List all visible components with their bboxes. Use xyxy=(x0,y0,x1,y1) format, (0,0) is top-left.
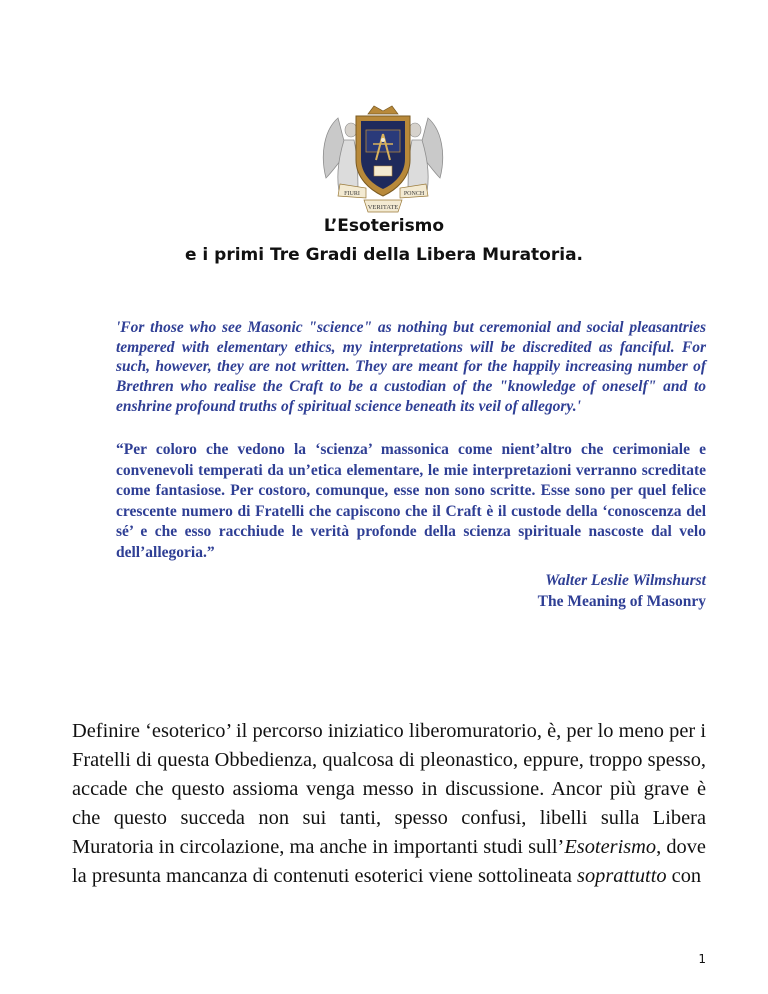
body-text-part-1: Definire ‘esoterico’ il percorso iniziatico liberomuratorio, è, per lo meno per i Fratelli di questa Obbedienza, qualcosa di pleonastico, eppure, troppo spesso, accade che questo assioma venga messo in discussione. Ancor più grave è che questo succeda non sui tanti, spesso confusi, libelli sulla Libera Muratoria in circolazione, ma anche in importanti studi sull’ xyxy=(72,720,706,858)
body-text-part-2: , dove la presunta mancanza di contenuti esoterici viene sottolineata xyxy=(72,836,706,887)
masonic-emblem-logo xyxy=(318,100,448,215)
page-number: 1 xyxy=(698,952,706,966)
banner-right xyxy=(400,184,428,198)
banner-left xyxy=(338,184,366,198)
document-title-line-2: e i primi Tre Gradi della Libera Muratoria. xyxy=(184,245,583,265)
body-emphasis-esoterismo: Esoterismo xyxy=(564,836,657,858)
epigraph-english: 'For those who see Masonic "science" as nothing but ceremonial and social pleasantries tempered with elementary ethics, my interpretations will be discredited as fanciful. For such, however, they are not written. They are meant for the happily increasing number of Brethren who realise the Craft to be a custodian of the "knowledge of oneself" and to enshrine profound truths of spiritual science beneath its veil of allegory.' xyxy=(116,319,706,415)
shield-icon xyxy=(356,116,410,196)
epigraph-work-title: The Meaning of Masonry xyxy=(537,593,706,610)
body-emphasis-soprattutto: soprattutto xyxy=(577,865,667,887)
epigraph-author: Walter Leslie Wilmshurst xyxy=(545,572,706,589)
banner-bottom xyxy=(364,200,402,212)
body-paragraph xyxy=(72,717,706,891)
banner-left-text: FIURI xyxy=(344,191,360,197)
banner-right-text: PONCH xyxy=(403,191,425,197)
epigraph-italian: “Per coloro che vedono la ‘scienza’ massonica come nient’altro che cerimoniale e convenevoli temperati da un’etica elementare, le mie interpretazioni verranno screditate come fantasiose. Per costoro, comunque, esse non sono scritte. Esse sono per quel felice crescente numero di Fratelli che capiscono che il Craft è il custode della ‘conoscenza del sé’ e che esso racchiude le verità profonde della scienza spirituale nascoste dal velo dell’allegoria.” xyxy=(116,441,706,561)
crown-ornament xyxy=(368,106,398,114)
document-title-line-1: L’Esoterismo xyxy=(323,216,445,236)
banner-bottom-text: VERITATE xyxy=(367,204,399,211)
body-text-part-3: con xyxy=(666,865,702,887)
